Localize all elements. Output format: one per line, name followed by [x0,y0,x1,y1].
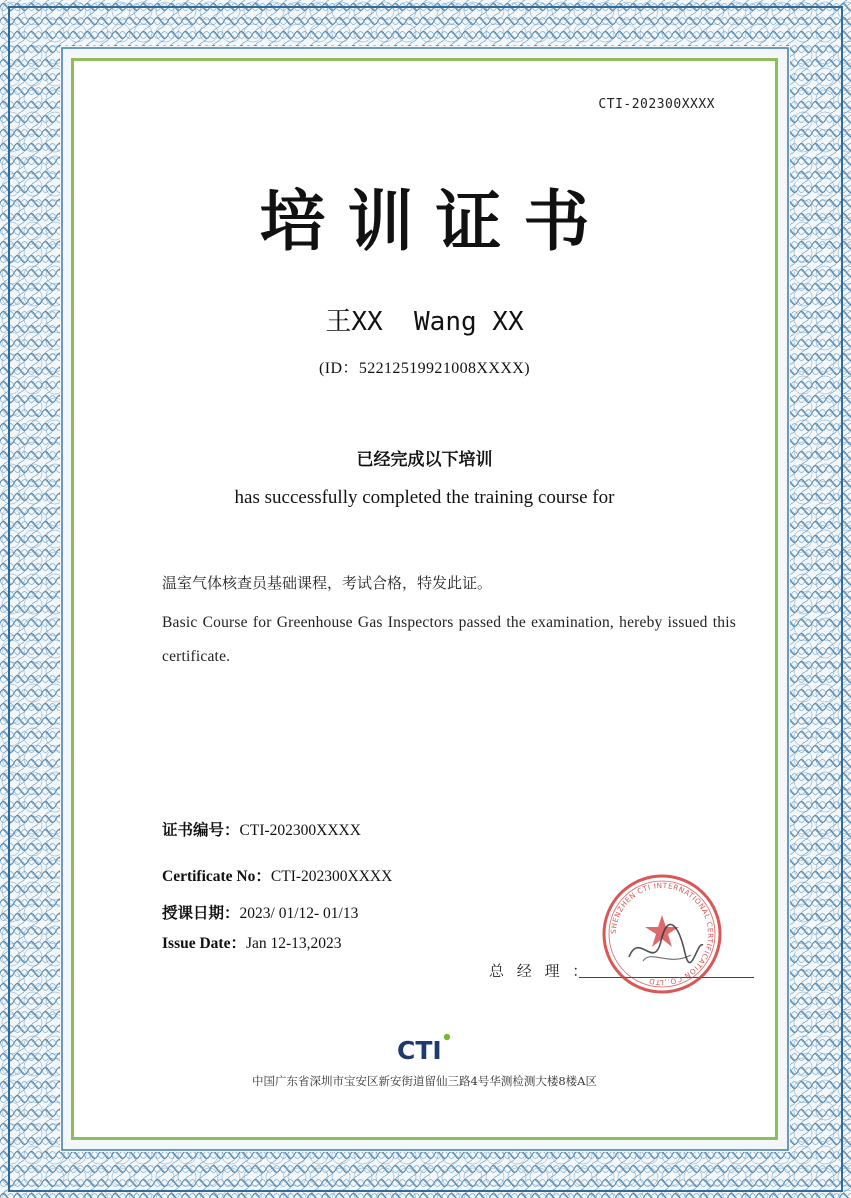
recipient-id: (ID：52212519921008XXXX) [319,360,530,377]
recipient-name: 王XX Wang XX [325,307,524,337]
cert-number-en-value: CTI-202300XXXX [270,868,393,885]
cert-number-cn-label: 证书编号： [162,822,240,839]
cert-number-cn [162,818,361,840]
course-date-cn-label: 授课日期： [162,905,240,922]
certificate-body [71,58,778,1140]
cti-logo-icon [395,1031,455,1065]
seal-star-icon [645,915,679,947]
cert-number-en [162,864,392,886]
course-date-cn-value: 2023/ 01/12- 01/13 [239,905,359,922]
course-date-cn [162,901,358,923]
certificate-title: 培训证书 [259,183,612,260]
cti-logo [74,1031,775,1069]
issue-date-en-value: Jan 12-13,2023 [245,935,342,952]
logo-text: CTI [396,1036,442,1065]
issue-date-en [162,931,342,953]
company-seal [599,871,725,997]
completed-statement-en: has successfully completed the training course for [234,487,615,508]
issue-date-en-label: Issue Date： [162,935,246,952]
cert-number-cn-value: CTI-202300XXXX [239,822,361,839]
company-address: 中国广东省深圳市宝安区新安街道留仙三路4号华测检测大楼8楼A区 [252,1074,597,1088]
general-manager-label: 总 经 理 ： [489,962,592,980]
cert-number-en-label: Certificate No： [162,868,271,885]
course-description-en: Basic Course for Greenhouse Gas Inspectors passed the examination, hereby issued this certificate. [162,614,736,665]
course-description-cn: 温室气体核查员基础课程，考试合格，特发此证。 [162,576,493,592]
document-number: CTI-202300XXXX [598,97,715,112]
completed-statement-cn: 已经完成以下培训 [356,450,493,470]
seal-text: SHENZHEN CTI INTERNATIONAL CERTIFICATION CO.,LTD [608,880,716,988]
